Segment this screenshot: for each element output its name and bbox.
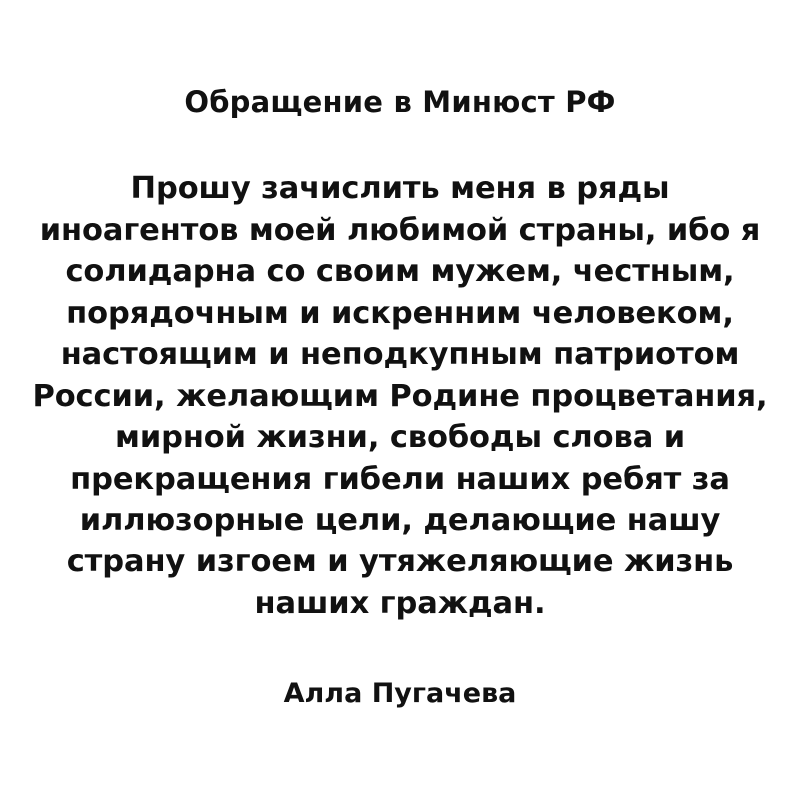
statement-body: Прошу зачислить меня в ряды иноагентов моей любимой страны, ибо я солидарна со своим мужем, честным, порядочным и искренним человеком, настоящим и неподкупным патриотом России, желающим Родине процветания, мирной жизни, свободы слова и прекращения гибели наших ребят за иллюзорные цели, делающие нашу страну изгоем и утяжеляющие жизнь наших граждан.	[32, 171, 768, 621]
page-title: Обращение в Минюст РФ	[184, 85, 616, 119]
author-signature: Алла Пугачева	[283, 678, 517, 710]
